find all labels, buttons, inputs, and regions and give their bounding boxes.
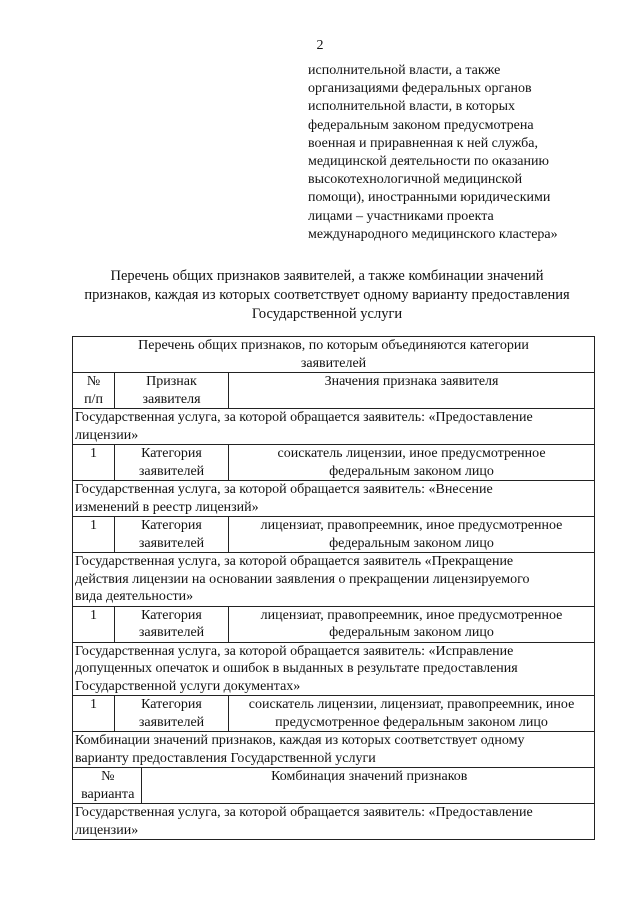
row-values-line: соискатель лицензии, лицензиат, правопреемник, иное [248, 697, 575, 712]
column-header-number-line: № [86, 374, 101, 389]
row-number: 1 [73, 517, 115, 553]
row-values-line: федеральным законом лицо [329, 463, 494, 479]
service-cell [73, 481, 595, 517]
row-sign-line: Категория [141, 518, 202, 533]
column-header-sign-line: Признак [146, 374, 197, 389]
heading-line: Перечень общих признаков заявителей, а также комбинации значений [110, 268, 544, 284]
row-values [229, 517, 595, 553]
continuation-line: медицинской деятельности по оказанию [308, 154, 549, 170]
service-row [73, 804, 595, 840]
column-header-number [73, 373, 115, 409]
row-values-line: федеральным законом лицо [329, 535, 494, 551]
continuation-line: организациями федеральных органов [308, 81, 532, 97]
row-values-line: федеральным законом лицо [329, 625, 494, 640]
service-cell [73, 642, 595, 696]
combinations-header-row [73, 768, 595, 804]
continuation-line: международного медицинского кластера» [308, 226, 558, 242]
table-title-line: заявителей [300, 355, 367, 371]
row-sign-line: Категория [141, 697, 202, 712]
row-number: 1 [73, 606, 115, 642]
row-sign-line: заявителей [138, 535, 205, 551]
service-line: вида деятельности» [75, 589, 194, 604]
column-header-row [73, 373, 595, 409]
row-number: 1 [73, 445, 115, 481]
combo-column-values: Комбинация значений признаков [141, 768, 595, 803]
heading-line: признаков, каждая из которых соответствует одному варианту предоставления [84, 287, 570, 303]
combo-column-number-line: варианта [81, 786, 135, 802]
service-line: допущенных опечаток и ошибок в выданных в результате предоставления [75, 661, 518, 676]
column-header-sign [115, 373, 229, 409]
continuation-line: лицами – участниками проекта [308, 208, 494, 224]
table-title-cell [73, 337, 595, 373]
service-cell [73, 409, 595, 445]
row-values-line: лицензиат, правопреемник, иное предусмотренное [260, 607, 563, 623]
combo-column-number [75, 768, 141, 803]
service-row [73, 642, 595, 696]
continuation-line: исполнительной власти, а также [308, 63, 501, 78]
column-header-number-line: п/п [84, 391, 103, 407]
continuation-line: высокотехнологичной медицинской [308, 172, 523, 188]
section-heading [62, 267, 592, 324]
service-line: Государственной услуги документах» [75, 678, 301, 694]
combinations-title-cell [73, 732, 595, 768]
table-title-line: Перечень общих признаков, по которым объединяются категории [138, 338, 529, 353]
table-row [73, 445, 595, 481]
applicant-signs-table [72, 336, 595, 840]
table-title-row [73, 337, 595, 373]
heading-line: Государственной услуги [251, 306, 403, 322]
service-line: Государственная услуга, за которой обращается заявитель «Прекращение [75, 554, 514, 569]
service-row [73, 481, 595, 517]
column-header-values: Значения признака заявителя [229, 373, 595, 409]
row-values [229, 445, 595, 481]
combinations-title-line: варианту предоставления Государственной услуги [75, 750, 376, 766]
continuation-line: помощи), иностранными юридическими [308, 190, 551, 206]
row-sign-line: заявителей [138, 625, 205, 640]
combinations-header-table [75, 768, 595, 803]
row-sign [115, 517, 229, 553]
service-line: Государственная услуга, за которой обращается заявитель: «Предоставление [75, 410, 533, 425]
service-line: лицензии» [75, 822, 139, 838]
service-row [73, 553, 595, 607]
row-sign [115, 445, 229, 481]
row-number: 1 [73, 696, 115, 732]
combinations-header-cell [73, 768, 595, 804]
table-row [73, 696, 595, 732]
service-line: лицензии» [75, 427, 139, 443]
combo-column-number-line: № [101, 769, 115, 784]
row-sign [115, 606, 229, 642]
row-values-line: соискатель лицензии, иное предусмотренное [277, 446, 546, 461]
row-values-line: лицензиат, правопреемник, иное предусмотренное [260, 518, 563, 533]
row-sign [115, 696, 229, 732]
table-row [73, 517, 595, 553]
page-number: 2 [316, 38, 324, 53]
row-values [229, 606, 595, 642]
column-header-sign-line: заявителя [142, 391, 201, 407]
service-line: Государственная услуга, за которой обращается заявитель: «Внесение [75, 482, 493, 497]
service-line: Государственная услуга, за которой обращается заявитель: «Исправление [75, 643, 514, 659]
table-row [73, 606, 595, 642]
row-values [229, 696, 595, 732]
row-sign-line: Категория [141, 446, 202, 461]
row-values-line: предусмотренное федеральным законом лицо [275, 714, 548, 730]
service-cell [73, 804, 595, 840]
row-sign-line: заявителей [138, 463, 205, 479]
service-cell [73, 553, 595, 607]
continuation-paragraph [308, 62, 608, 244]
combinations-title-line: Комбинации значений признаков, каждая из которых соответствует одному [75, 733, 525, 748]
continuation-line: военная и приравненная к ней служба, [308, 135, 539, 151]
service-line: изменений в реестр лицензий» [75, 499, 259, 515]
service-row [73, 409, 595, 445]
continuation-line: федеральным законом предусмотрена [308, 117, 534, 133]
service-line: Государственная услуга, за которой обращается заявитель: «Предоставление [75, 805, 533, 820]
continuation-line: исполнительной власти, в которых [308, 99, 515, 115]
service-line: действия лицензии на основании заявления о прекращении лицензируемого [75, 571, 530, 587]
combinations-title-row [73, 732, 595, 768]
row-sign-line: заявителей [138, 714, 205, 730]
row-sign-line: Категория [141, 607, 202, 623]
